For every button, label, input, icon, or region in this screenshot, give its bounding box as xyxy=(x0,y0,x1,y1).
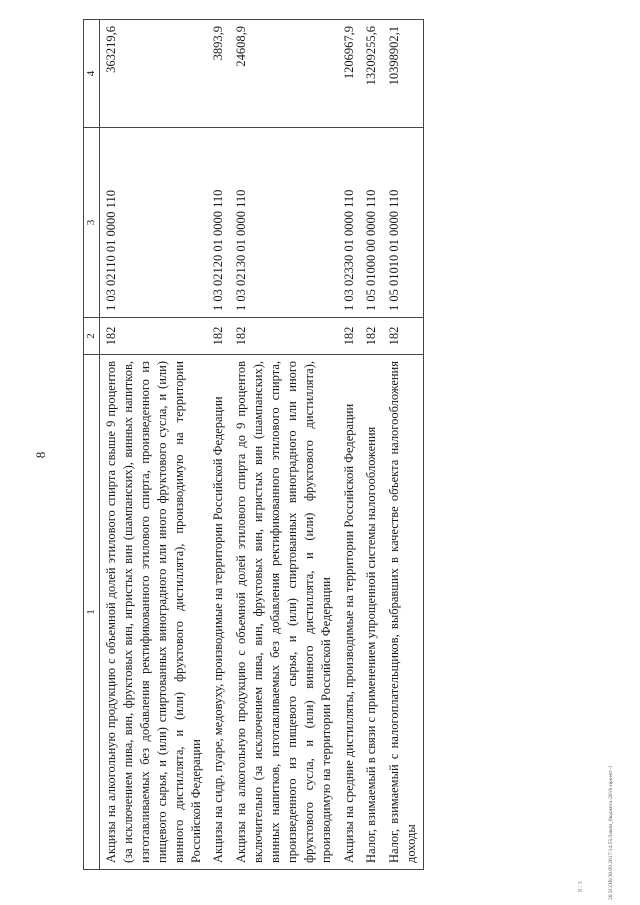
row-name: Акцизы на средние дистилляты, производимые на территории Российской Федерации xyxy=(338,355,361,870)
page-number: 8 xyxy=(33,451,48,459)
corner-mark: 9 / 3 xyxy=(578,881,584,892)
table-row xyxy=(100,20,208,870)
row-amount: 363219,6 xyxy=(100,20,208,128)
table-row xyxy=(383,20,423,870)
row-admin-code: 182 xyxy=(230,318,337,355)
row-name: Акцизы на алкогольную продукцию с объемной долей этилового спирта свыше 9 процентов (за исключением пива, вин, фруктовых вин, игристых вин (шампанских), винных напитков, изготавливаемых без добавления ректификованного этилового спирта, произведенного из пищевого сырья, и (или) спиртованных виноградного или иного фруктового сусла, и (или) винного дистиллята, и (или) фруктового дистиллята), производимую на территории Российской Федерации xyxy=(100,355,208,870)
column-header-3: 3 xyxy=(84,128,100,318)
row-admin-code: 182 xyxy=(383,318,423,355)
row-budget-code: 1 03 02110 01 0000 110 xyxy=(100,128,208,318)
row-amount: 3893,9 xyxy=(207,20,230,128)
table-row xyxy=(360,20,383,870)
budget-table-rotated xyxy=(83,20,575,870)
row-name: Налог, взимаемый в связи с применением упрощенной системы налогообложения xyxy=(360,355,383,870)
row-budget-code: 1 05 01010 01 0000 110 xyxy=(383,128,423,318)
row-name: Налог, взимаемый с налогоплательщиков, выбравших в качестве объекта налогообложения доходы xyxy=(383,355,423,870)
row-amount: 1206967,9 xyxy=(338,20,361,128)
row-budget-code: 1 03 02130 01 0000 110 xyxy=(230,128,337,318)
row-budget-code: 1 03 02120 01 0000 110 xyxy=(207,128,230,318)
budget-revenue-table xyxy=(83,19,424,870)
table-header-row xyxy=(84,20,100,870)
document-footer-code: 20 ЗСОВ/30.09.2017/14:55/Закон_бюджета-2016-проект-1 xyxy=(608,765,614,900)
row-amount: 24608,9 xyxy=(230,20,337,128)
row-admin-code: 182 xyxy=(360,318,383,355)
table-row xyxy=(207,20,230,870)
row-admin-code: 182 xyxy=(207,318,230,355)
row-amount: 10398902,1 xyxy=(383,20,423,128)
row-name: Акцизы на сидр, пуаре, медовуху, производимые на территории Российской Федерации xyxy=(207,355,230,870)
column-header-4: 4 xyxy=(84,20,100,128)
row-admin-code: 182 xyxy=(338,318,361,355)
row-budget-code: 1 03 02330 01 0000 110 xyxy=(338,128,361,318)
row-admin-code: 182 xyxy=(100,318,208,355)
row-amount: 13209255,6 xyxy=(360,20,383,128)
column-header-1: 1 xyxy=(84,355,100,870)
table-row xyxy=(338,20,361,870)
row-name: Акцизы на алкогольную продукцию с объемной долей этилового спирта до 9 процентов включительно (за исключением пива, вин, фруктовых вин, игристых вин (шампанских), винных напитков, изготавливаемых без добавления ректификованного этилового спирта, произведенного из пищевого сырья, и (или) спиртованных виноградного или иного фруктового сусла, и (или) винного дистиллята, и (или) фруктового дистиллята), производимую на территории Российской Федерации xyxy=(230,355,337,870)
row-budget-code: 1 05 01000 00 0000 110 xyxy=(360,128,383,318)
column-header-2: 2 xyxy=(84,318,100,355)
table-row xyxy=(230,20,337,870)
